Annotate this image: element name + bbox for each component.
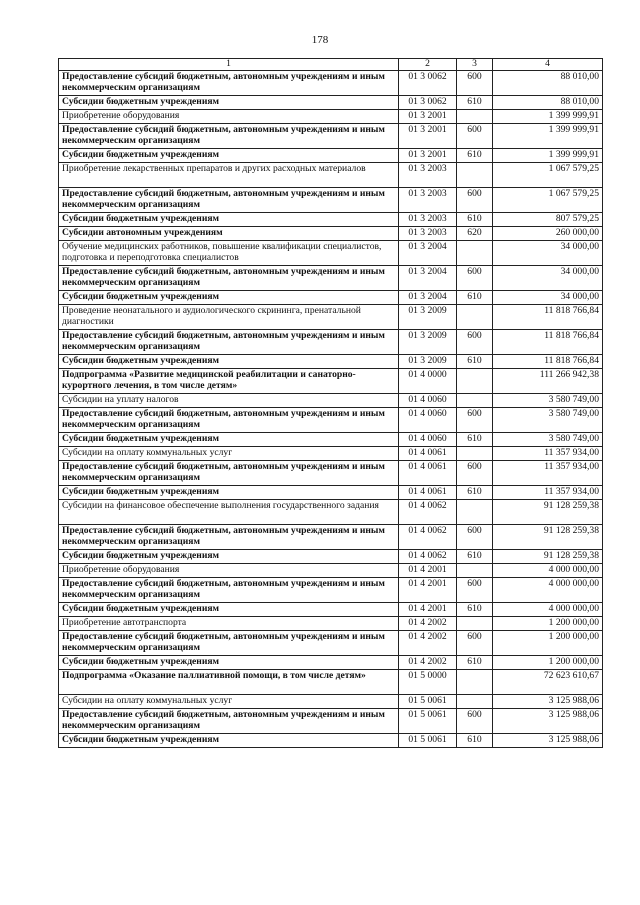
header-col-4: 4 (493, 59, 603, 71)
row-type: 610 (457, 149, 493, 163)
row-amount: 3 580 749,00 (493, 433, 603, 447)
table-row (59, 408, 603, 433)
row-code: 01 3 2001 (399, 149, 457, 163)
row-amount: 3 125 988,06 (493, 734, 603, 748)
row-type: 600 (457, 330, 493, 355)
row-code: 01 3 2009 (399, 305, 457, 330)
row-type (457, 447, 493, 461)
row-code: 01 4 0061 (399, 447, 457, 461)
row-type: 610 (457, 603, 493, 617)
row-type: 600 (457, 578, 493, 603)
table-row (59, 525, 603, 550)
row-amount: 11 818 766,84 (493, 330, 603, 355)
row-name: Субсидии бюджетным учреждениям (59, 291, 399, 305)
row-name: Субсидии автономным учреждениям (59, 227, 399, 241)
row-code: 01 3 2004 (399, 241, 457, 266)
row-name: Субсидии бюджетным учреждениям (59, 486, 399, 500)
row-amount: 3 580 749,00 (493, 408, 603, 433)
row-type: 610 (457, 213, 493, 227)
row-name: Проведение неонатального и аудиологического скрининга, пренатальной диагностики (59, 305, 399, 330)
table-row (59, 369, 603, 394)
row-amount: 91 128 259,38 (493, 525, 603, 550)
table-row (59, 603, 603, 617)
row-code: 01 5 0061 (399, 734, 457, 748)
table-row (59, 124, 603, 149)
row-name: Субсидии на финансовое обеспечение выполнения государственного задания (59, 500, 399, 525)
row-code: 01 3 0062 (399, 71, 457, 96)
row-name: Субсидии бюджетным учреждениям (59, 96, 399, 110)
row-type: 600 (457, 188, 493, 213)
row-type (457, 110, 493, 124)
table-row (59, 96, 603, 110)
row-amount: 3 125 988,06 (493, 709, 603, 734)
row-name: Предоставление субсидий бюджетным, автономным учреждениям и иным некоммерческим организациям (59, 578, 399, 603)
row-code: 01 4 0061 (399, 461, 457, 486)
row-amount: 88 010,00 (493, 96, 603, 110)
row-type: 610 (457, 656, 493, 670)
row-code: 01 5 0000 (399, 670, 457, 695)
row-code: 01 3 2001 (399, 124, 457, 149)
row-type: 610 (457, 433, 493, 447)
row-name: Субсидии бюджетным учреждениям (59, 149, 399, 163)
row-name: Предоставление субсидий бюджетным, автономным учреждениям и иным некоммерческим организациям (59, 124, 399, 149)
row-type: 600 (457, 266, 493, 291)
table-row (59, 447, 603, 461)
row-type: 600 (457, 631, 493, 656)
table-row (59, 213, 603, 227)
row-type (457, 564, 493, 578)
row-name: Предоставление субсидий бюджетным, автономным учреждениям и иным некоммерческим организациям (59, 266, 399, 291)
row-type (457, 305, 493, 330)
row-type: 600 (457, 461, 493, 486)
row-amount: 260 000,00 (493, 227, 603, 241)
row-type (457, 500, 493, 525)
row-type (457, 241, 493, 266)
table-row (59, 241, 603, 266)
row-type (457, 695, 493, 709)
row-name: Субсидии бюджетным учреждениям (59, 550, 399, 564)
row-code: 01 3 0062 (399, 96, 457, 110)
row-code: 01 4 0060 (399, 408, 457, 433)
row-code: 01 4 0062 (399, 525, 457, 550)
row-type: 620 (457, 227, 493, 241)
table-row (59, 433, 603, 447)
header-col-1: 1 (59, 59, 399, 71)
row-name: Субсидии на оплату коммунальных услуг (59, 447, 399, 461)
row-amount: 3 580 749,00 (493, 394, 603, 408)
row-name: Предоставление субсидий бюджетным, автономным учреждениям и иным некоммерческим организациям (59, 330, 399, 355)
row-type: 610 (457, 96, 493, 110)
table-row (59, 461, 603, 486)
row-code: 01 3 2009 (399, 355, 457, 369)
row-name: Предоставление субсидий бюджетным, автономным учреждениям и иным некоммерческим организациям (59, 461, 399, 486)
row-type: 600 (457, 709, 493, 734)
row-code: 01 3 2004 (399, 291, 457, 305)
row-code: 01 4 0000 (399, 369, 457, 394)
row-type (457, 394, 493, 408)
row-code: 01 3 2001 (399, 110, 457, 124)
table-row (59, 578, 603, 603)
table-row (59, 188, 603, 213)
row-type: 610 (457, 291, 493, 305)
row-name: Предоставление субсидий бюджетным, автономным учреждениям и иным некоммерческим организациям (59, 709, 399, 734)
row-type: 610 (457, 550, 493, 564)
row-code: 01 3 2003 (399, 163, 457, 188)
header-col-2: 2 (399, 59, 457, 71)
table-row (59, 163, 603, 188)
row-amount: 34 000,00 (493, 241, 603, 266)
table-row (59, 670, 603, 695)
row-amount: 34 000,00 (493, 266, 603, 291)
row-code: 01 5 0061 (399, 709, 457, 734)
row-code: 01 4 0062 (399, 550, 457, 564)
row-amount: 807 579,25 (493, 213, 603, 227)
row-amount: 4 000 000,00 (493, 578, 603, 603)
row-amount: 11 357 934,00 (493, 461, 603, 486)
row-amount: 34 000,00 (493, 291, 603, 305)
row-name: Субсидии бюджетным учреждениям (59, 656, 399, 670)
row-amount: 1 200 000,00 (493, 631, 603, 656)
row-code: 01 3 2003 (399, 227, 457, 241)
row-name: Предоставление субсидий бюджетным, автономным учреждениям и иным некоммерческим организациям (59, 188, 399, 213)
row-amount: 11 818 766,84 (493, 305, 603, 330)
row-code: 01 3 2004 (399, 266, 457, 291)
row-name: Приобретение оборудования (59, 564, 399, 578)
row-code: 01 4 2002 (399, 631, 457, 656)
row-name: Субсидии бюджетным учреждениям (59, 355, 399, 369)
row-type: 600 (457, 71, 493, 96)
row-type: 600 (457, 525, 493, 550)
table-header-row (59, 59, 603, 71)
row-amount: 111 266 942,38 (493, 369, 603, 394)
row-amount: 4 000 000,00 (493, 603, 603, 617)
row-code: 01 4 2001 (399, 578, 457, 603)
row-type: 610 (457, 355, 493, 369)
row-type: 600 (457, 408, 493, 433)
row-amount: 1 399 999,91 (493, 124, 603, 149)
row-type (457, 163, 493, 188)
table-row (59, 330, 603, 355)
table-row (59, 227, 603, 241)
table-row (59, 305, 603, 330)
row-name: Субсидии на уплату налогов (59, 394, 399, 408)
row-amount: 72 623 610,67 (493, 670, 603, 695)
row-amount: 1 399 999,91 (493, 110, 603, 124)
row-name: Субсидии бюджетным учреждениям (59, 734, 399, 748)
row-amount: 11 357 934,00 (493, 486, 603, 500)
table-row (59, 617, 603, 631)
row-name: Субсидии на оплату коммунальных услуг (59, 695, 399, 709)
table-row (59, 564, 603, 578)
row-code: 01 3 2009 (399, 330, 457, 355)
row-amount: 91 128 259,38 (493, 550, 603, 564)
row-name: Обучение медицинских работников, повышение квалификации специалистов, подготовка и переподготовка специалистов (59, 241, 399, 266)
table-row (59, 355, 603, 369)
row-type (457, 670, 493, 695)
row-name: Предоставление субсидий бюджетным, автономным учреждениям и иным некоммерческим организациям (59, 71, 399, 96)
table-row (59, 656, 603, 670)
row-amount: 88 010,00 (493, 71, 603, 96)
table-row (59, 394, 603, 408)
table-row (59, 149, 603, 163)
row-name: Предоставление субсидий бюджетным, автономным учреждениям и иным некоммерческим организациям (59, 408, 399, 433)
row-type: 600 (457, 124, 493, 149)
row-name: Приобретение оборудования (59, 110, 399, 124)
page-number: 178 (311, 34, 329, 46)
row-code: 01 4 2002 (399, 617, 457, 631)
row-name: Приобретение автотранспорта (59, 617, 399, 631)
row-amount: 1 067 579,25 (493, 163, 603, 188)
row-type: 610 (457, 486, 493, 500)
row-code: 01 4 0061 (399, 486, 457, 500)
row-type (457, 617, 493, 631)
table-row (59, 500, 603, 525)
row-code: 01 5 0061 (399, 695, 457, 709)
row-amount: 1 200 000,00 (493, 656, 603, 670)
table-row (59, 71, 603, 96)
table-row (59, 110, 603, 124)
table-row (59, 550, 603, 564)
row-type: 610 (457, 734, 493, 748)
table-row (59, 631, 603, 656)
table-row (59, 486, 603, 500)
row-code: 01 4 2001 (399, 603, 457, 617)
row-amount: 3 125 988,06 (493, 695, 603, 709)
row-amount: 11 357 934,00 (493, 447, 603, 461)
budget-table (58, 58, 603, 748)
row-name: Подпрограмма «Оказание паллиативной помощи, в том числе детям» (59, 670, 399, 695)
row-type (457, 369, 493, 394)
table-row (59, 695, 603, 709)
row-code: 01 4 0060 (399, 433, 457, 447)
row-amount: 1 067 579,25 (493, 188, 603, 213)
table-row (59, 734, 603, 748)
row-name: Подпрограмма «Развитие медицинской реабилитации и санаторно-курортного лечения, в том числе детям» (59, 369, 399, 394)
row-code: 01 4 2002 (399, 656, 457, 670)
row-name: Приобретение лекарственных препаратов и других расходных материалов (59, 163, 399, 188)
row-name: Субсидии бюджетным учреждениям (59, 433, 399, 447)
header-col-3: 3 (457, 59, 493, 71)
row-name: Предоставление субсидий бюджетным, автономным учреждениям и иным некоммерческим организациям (59, 631, 399, 656)
row-code: 01 3 2003 (399, 213, 457, 227)
row-amount: 1 200 000,00 (493, 617, 603, 631)
row-code: 01 3 2003 (399, 188, 457, 213)
row-name: Субсидии бюджетным учреждениям (59, 603, 399, 617)
row-amount: 1 399 999,91 (493, 149, 603, 163)
row-code: 01 4 2001 (399, 564, 457, 578)
row-name: Предоставление субсидий бюджетным, автономным учреждениям и иным некоммерческим организациям (59, 525, 399, 550)
row-amount: 11 818 766,84 (493, 355, 603, 369)
table-row (59, 291, 603, 305)
row-name: Субсидии бюджетным учреждениям (59, 213, 399, 227)
row-amount: 4 000 000,00 (493, 564, 603, 578)
table-row (59, 709, 603, 734)
row-amount: 91 128 259,38 (493, 500, 603, 525)
row-code: 01 4 0062 (399, 500, 457, 525)
table-row (59, 266, 603, 291)
row-code: 01 4 0060 (399, 394, 457, 408)
